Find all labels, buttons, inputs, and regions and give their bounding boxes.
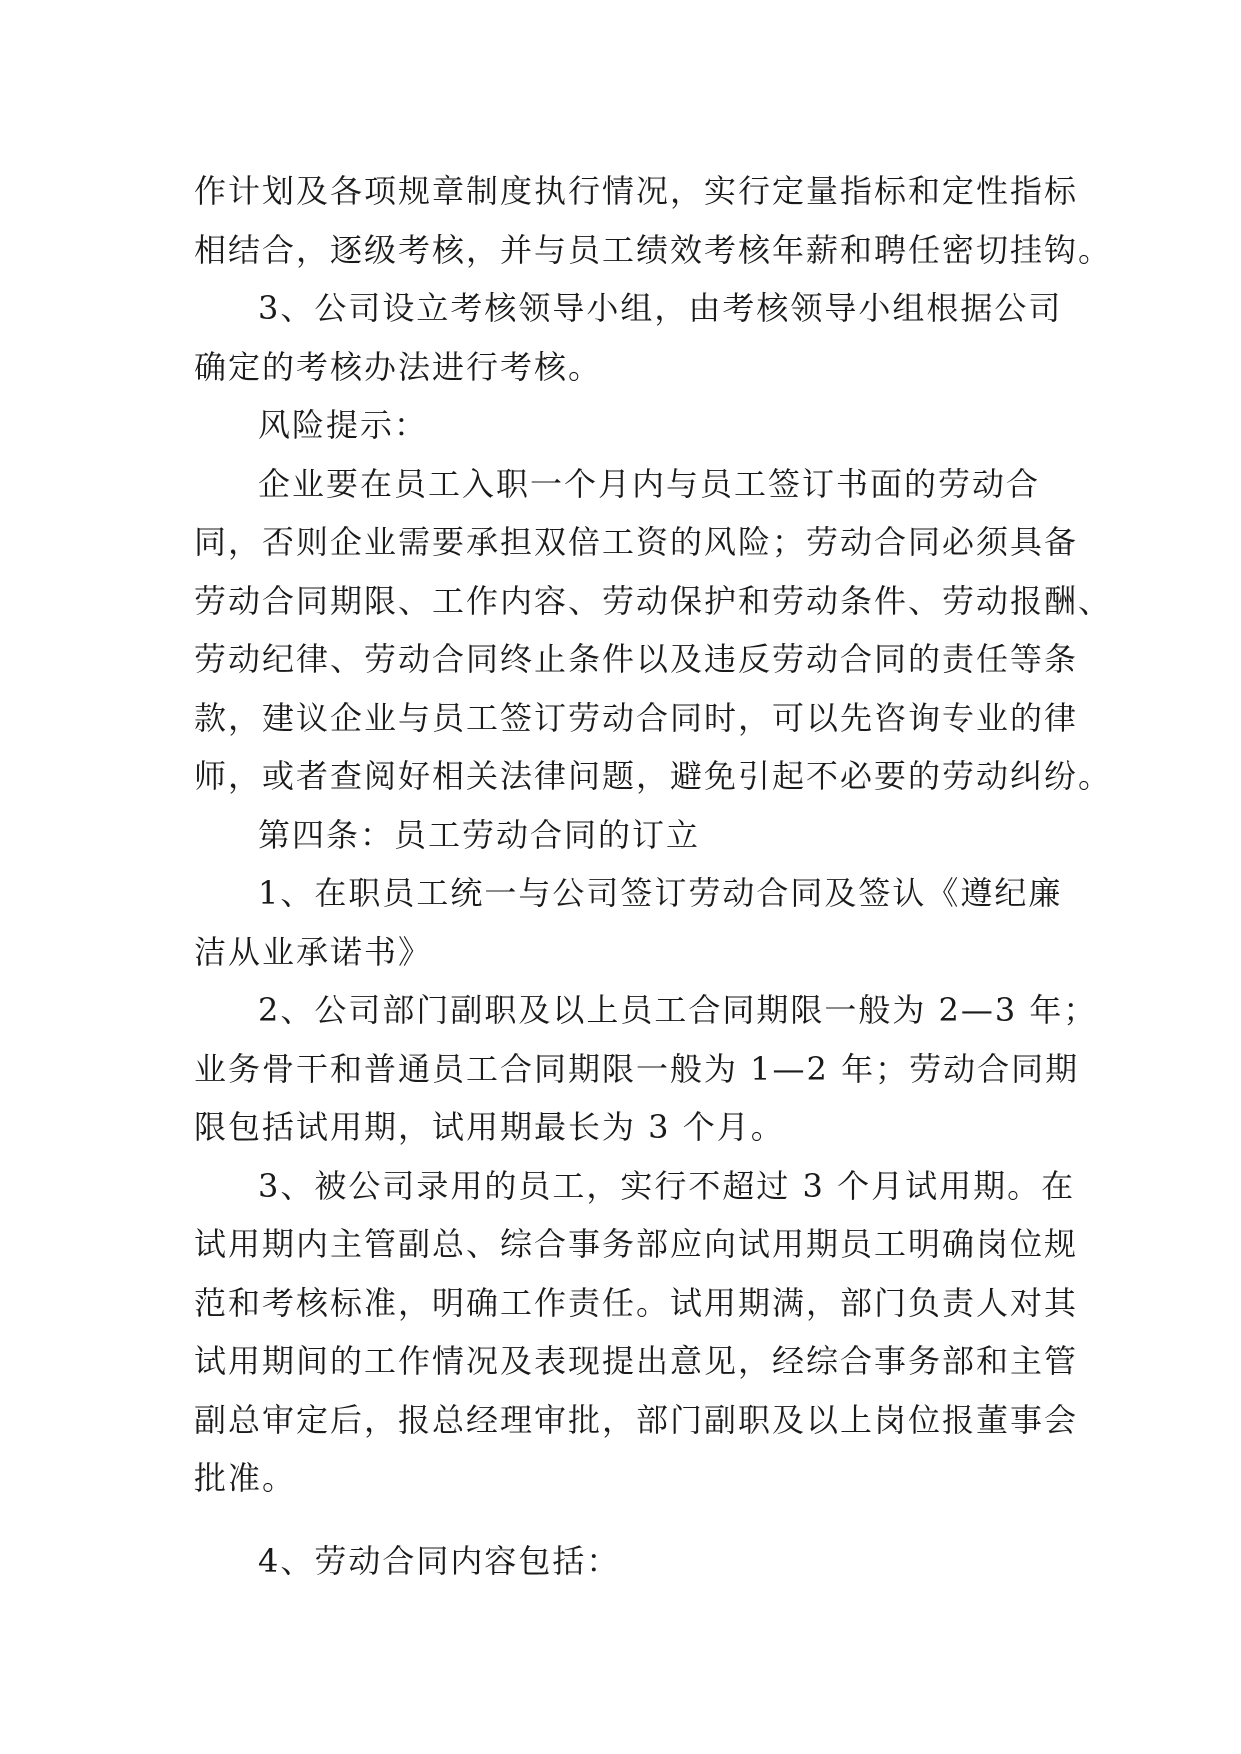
text-line: 批准。 (194, 1459, 297, 1497)
text-line: 款，建议企业与员工签订劳动合同时，可以先咨询专业的律 (194, 698, 1079, 737)
text-line: 3、公司设立考核领导小组，由考核领导小组根据公司 (258, 289, 1063, 327)
text-line: 范和考核标准，明确工作责任。试用期满，部门负责人对其 (194, 1283, 1079, 1322)
text-line: 3、被公司录用的员工，实行不超过 3 个月试用期。在 (258, 1166, 1076, 1205)
section-heading: 风险提示： (258, 406, 429, 444)
text-line: 作计划及各项规章制度执行情况，实行定量指标和定性指标 (194, 172, 1079, 210)
text-line: 确定的考核办法进行考核。 (194, 347, 603, 386)
text-line: 企业要在员工入职一个月内与员工签订书面的劳动合 (258, 464, 1041, 503)
text-line: 同，否则企业需要承担双倍工资的风险；劳动合同必须具备 (194, 523, 1079, 561)
text-line: 试用期间的工作情况及表现提出意见，经综合事务部和主管 (194, 1342, 1079, 1380)
text-line: 相结合，逐级考核，并与员工绩效考核年薪和聘任密切挂钩。 (194, 230, 1113, 269)
text-line: 试用期内主管副总、综合事务部应向试用期员工明确岗位规 (194, 1225, 1079, 1263)
paragraph-gap (194, 1508, 1054, 1532)
text-line: 1、在职员工统一与公司签订劳动合同及签认《遵纪廉 (258, 874, 1063, 912)
text-line: 劳动合同期限、工作内容、劳动保护和劳动条件、劳动报酬、 (194, 581, 1113, 620)
text-line: 4、劳动合同内容包括： (258, 1541, 621, 1580)
section-heading: 第四条：员工劳动合同的订立 (258, 815, 701, 854)
text-line: 劳动纪律、劳动合同终止条件以及违反劳动合同的责任等条 (194, 640, 1079, 678)
text-line: 副总审定后，报总经理审批，部门副职及以上岗位报董事会 (194, 1400, 1079, 1439)
text-line: 限包括试用期，试用期最长为 3 个月。 (194, 1108, 785, 1146)
text-line: 2、公司部门副职及以上员工合同期限一般为 2—3 年； (258, 991, 1098, 1029)
document-body (194, 162, 1113, 1590)
text-line: 洁从业承诺书》 (194, 932, 433, 971)
text-line: 师，或者查阅好相关法律问题，避免引起不必要的劳动纠纷。 (194, 757, 1113, 795)
text-line: 业务骨干和普通员工合同期限一般为 1—2 年；劳动合同期 (194, 1049, 1080, 1088)
